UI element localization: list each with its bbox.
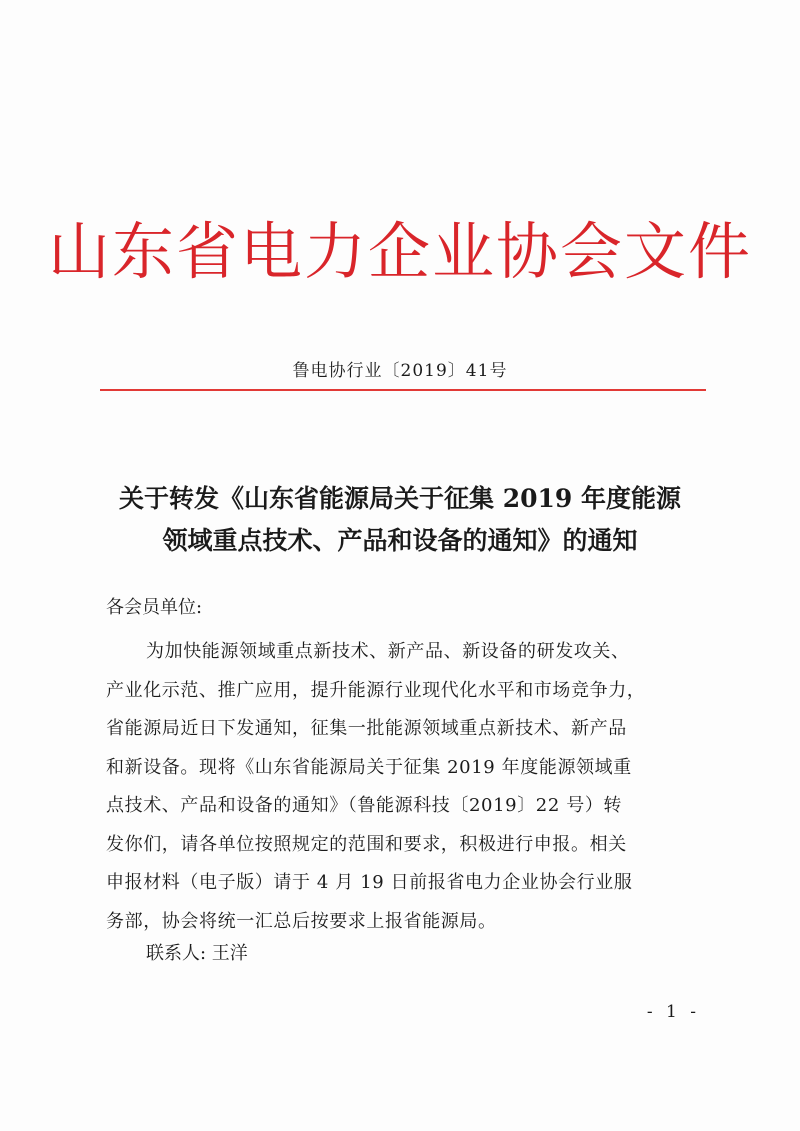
body-line: 务部，协会将统一汇总后按要求上报省能源局。: [106, 910, 497, 932]
body-line: 发你们，请各单位按照规定的范围和要求，积极进行申报。相关: [106, 833, 627, 855]
body-line: 和新设备。现将《山东省能源局关于征集 2019 年度能源领域重: [106, 756, 632, 778]
contact-person: 联系人: 王洋: [146, 943, 248, 964]
document-number: 鲁电协行业〔2019〕41号: [292, 361, 508, 381]
notice-title: [60, 478, 740, 562]
body-line: 为加快能源领域重点新技术、新产品、新设备的研发攻关、: [146, 641, 630, 662]
salutation: 各会员单位:: [106, 597, 203, 618]
body-line: 产业化示范、推广应用，提升能源行业现代化水平和市场竞争力，: [106, 679, 646, 701]
red-divider-line: [100, 389, 706, 391]
notice-title-line-2: 领域重点技术、产品和设备的通知》的通知: [162, 526, 638, 555]
body-line: 省能源局近日下发通知，征集一批能源领域重点新技术、新产品: [106, 718, 627, 739]
body-paragraph: [106, 633, 706, 941]
notice-title-line-1: 关于转发《山东省能源局关于征集 2019 年度能源: [119, 484, 681, 513]
body-line: 点技术、产品和设备的通知》（鲁能源科技〔2019〕22 号）转: [106, 795, 623, 816]
document-header-title: 山东省电力企业协会文件: [47, 215, 752, 288]
page-number: - 1 -: [646, 1002, 700, 1022]
body-line: 申报材料（电子版）请于 4 月 19 日前报省电力企业协会行业服: [106, 872, 633, 893]
